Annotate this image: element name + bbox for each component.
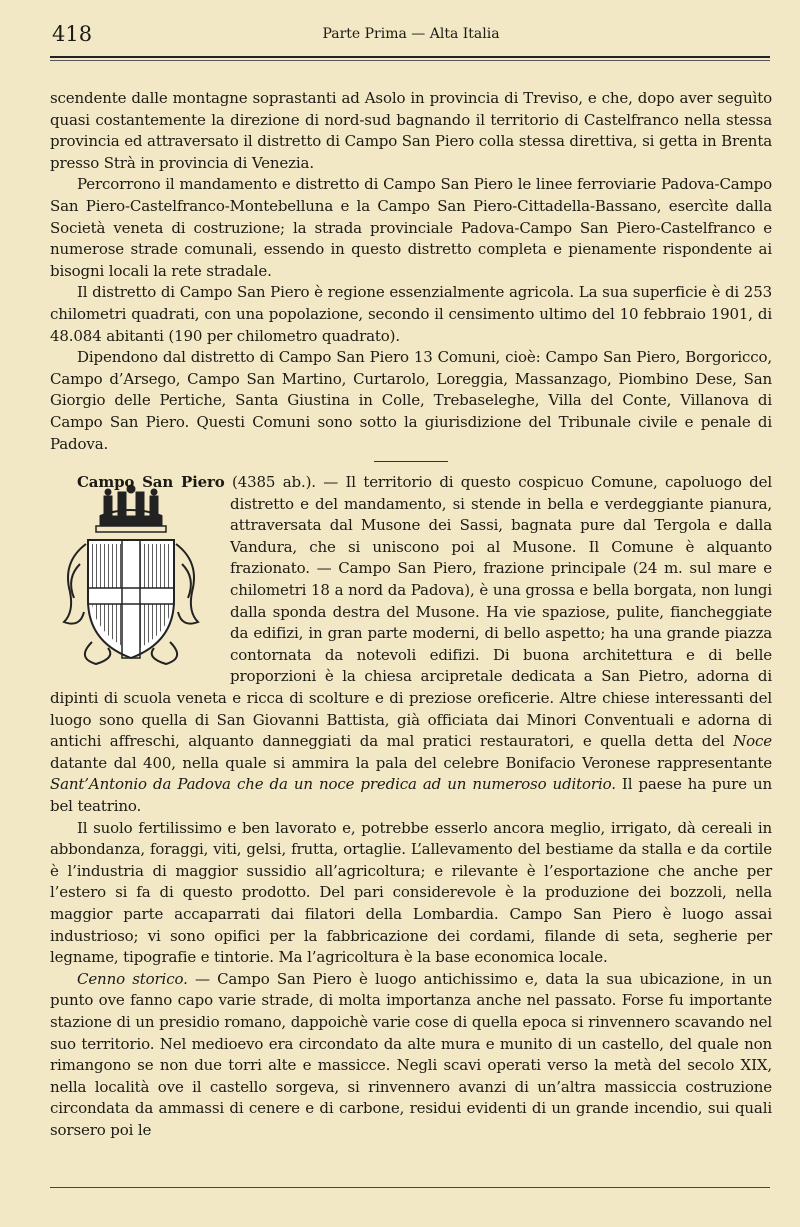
paragraph-comuni: Dipendono dal distretto di Campo San Piero 13 Comuni, cioè: Campo San Piero, Borgoricco, Campo d’Arsego, Campo San Martino, Curtarolo, Loreggia, Massanzago, Piombino Dese, San Giorgio delle Pertiche, Santa Giustina in Colle, Trebaseleghe, Villa del Conte, Villanova di Campo San Piero. Questi Comuni sono sotto la giurisdizione del Tribunale civile e penale di Padova. xyxy=(50,348,772,453)
history-heading: Cenno storico. xyxy=(77,969,188,988)
body-text xyxy=(50,88,772,1142)
paragraph-campo-san-piero xyxy=(50,472,772,818)
entry-title: Campo San Piero xyxy=(77,473,225,492)
church-name-noce: Noce xyxy=(733,732,772,751)
entry-text-3: Il paese ha pure un bel teatrino. xyxy=(50,775,772,815)
page-header xyxy=(52,22,770,52)
paragraph-district: Il distretto di Campo San Piero è regione essenzialmente agricola. La sua superficie è di 253 chilometri quadrati, con una popolazione, secondo il censimento ultimo del 10 febbraio 1901, di 48.084 abitanti (190 per chilometro quadrato). xyxy=(50,283,772,345)
history-text: — Campo San Piero è luogo antichissimo e, data la sua ubicazione, in un punto ove fanno capo varie strade, di molta importanza anche nel passato. Forse fu importante stazione di un presidio romano, dappoichè varie cose di quella epoca si rinvennero scavando nel suo territorio. Nel medioevo era circondato da alte mura e munito di un castello, del quale non rimangono se non due torri alte e massicce. Negli scavi operati verso la metà del secolo XIX, nella località ove il castello sorgeva, si rinvennero avanzi di un’altra massiccia costruzione circondata da ammassi di cenere e di carbone, residui evidenti di un grande incendio, sui quali sorsero poi le xyxy=(50,969,772,1139)
running-head: Parte Prima — Alta Italia xyxy=(322,26,500,42)
entry-text: (4385 ab.). — Il territorio di questo cospicuo Comune, capoluogo del distretto e del mandamento, si stende in bella e verdeggiante pianura, attraversata dal Musone dei Sassi, bagnata pure dal Tergola e dalla Vandura, che si uniscono poi al Musone. Il Comune è alquanto frazionato. — Campo San Piero, frazione principale (24 m. sul mare e chilometri 18 a nord da Padova), è una grossa e bella borgata, non lungi dalla sponda destra del Musone. Ha vie spaziose, pulite, fiancheggiate da edifizi, in gran parte moderni, di bello aspetto; ha una grande piazza contornata da notevoli edifizi. Di buona architettura e di belle proporzioni è la chiesa arcipretale dedicata a San Pietro, adorna di dipinti di scuola veneta e ricca di scolture e di preziose oreficerie. Altre chiese interessanti del luogo sono quella di San Giovanni Battista, già officiata dai Minori Conventuali e adorna di antichi affreschi, alquanto danneggiati da mal pratici restauratori, e quella detta del xyxy=(50,473,773,751)
entry-text-2: datante dal 400, nella quale si ammira la pala del celebre Bonifacio Veronese rappresentante xyxy=(50,753,772,772)
paragraph-economy: Il suolo fertilissimo e ben lavorato e, potrebbe esserlo ancora meglio, irrigato, dà cereali in abbondanza, foraggi, viti, gelsi, frutta, ortaglie. L’allevamento del bestiame da stalla e da cortile è l’industria di maggior sussidio all’agricoltura; e rilevante è l’esportazione che anche per l’estero si fa di questo prodotto. Del pari considerevole è la produzione dei bozzoli, nella maggior parte accaparrati dai filatori della Lombardia. Campo San Piero è luogo assai industrioso; vi sono opifici per la fabbricazione dei cordami, filande di seta, segherie per legname, tipografie e tintorie. Ma l’agricoltura è la base economica locale. xyxy=(50,818,772,967)
paragraph-continuation: scendente dalle montagne soprastanti ad Asolo in provincia di Treviso, e che, dopo aver seguìto quasi costantemente la direzione di nord-sud bagnando il territorio di Castelfranco nella stessa provincia ed attraversato il distretto di Campo San Piero colla stessa direttiva, si getta in Brenta presso Strà in provincia di Venezia. xyxy=(50,89,772,172)
page-number: 418 xyxy=(52,22,93,46)
artwork-title: Sant’Antonio da Padova che da un noce predica ad un numeroso uditorio. xyxy=(50,775,616,794)
paragraph-railways: Percorrono il mandamento e distretto di Campo San Piero le linee ferroviarie Padova-Campo San Piero-Castelfranco-Montebelluna e la Campo San Piero-Cittadella-Bassano, esercìte dalla Società veneta di costruzione; la strada provinciale Padova-Campo San Piero-Castelfranco e numerose strade comunali, essendo in questo distretto completa e pienamente rispondente ai bisogni locali la rete stradale. xyxy=(50,175,772,280)
footer-rule xyxy=(50,1187,770,1188)
coat-of-arms xyxy=(50,472,222,674)
section-separator xyxy=(374,461,448,462)
header-rule-thin xyxy=(50,60,770,61)
header-rule xyxy=(50,56,770,58)
paragraph-history xyxy=(50,969,772,1142)
coat-of-arms-icon xyxy=(56,482,206,668)
